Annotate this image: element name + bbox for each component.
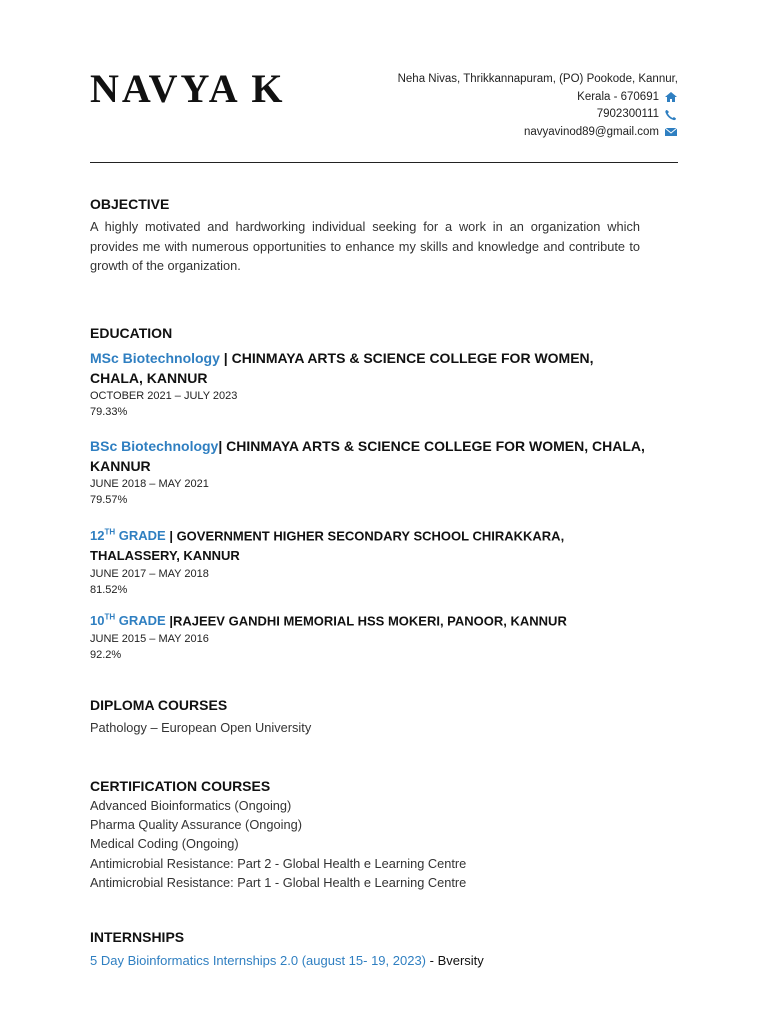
education-item-bsc xyxy=(90,436,650,508)
header-divider xyxy=(90,162,678,163)
contact-block xyxy=(348,71,678,141)
education-dates: JUNE 2017 – MAY 2018 xyxy=(90,568,209,581)
education-dates: OCTOBER 2021 – JULY 2023 xyxy=(90,390,238,402)
education-score: 81.52% xyxy=(90,584,128,597)
phone-line xyxy=(348,106,678,124)
objective-text: A highly motivated and hardworking individual seeking for a work in an organization which provides me with numerous opportunities to enhance my skills and knowledge and contribute to growth of the organization. xyxy=(90,219,640,273)
certification-list xyxy=(90,796,650,892)
email-address[interactable]: navyavinod89@gmail.com xyxy=(523,125,659,138)
diploma-heading: DIPLOMA COURSES xyxy=(90,697,228,713)
education-item-msc xyxy=(90,348,650,420)
address-line-1: Neha Nivas, Thrikkannapuram, (PO) Pookode, Kannur, xyxy=(397,73,678,85)
education-score: 79.57% xyxy=(90,494,128,506)
list-item: Antimicrobial Resistance: Part 1 - Global Health e Learning Centre xyxy=(90,874,467,890)
list-item: Advanced Bioinformatics (Ongoing) xyxy=(90,798,292,813)
institution-name: | GOVERNMENT HIGHER SECONDARY SCHOOL CHIRAKKARA, THALASSERY, KANNUR xyxy=(90,528,565,564)
institution-name: | CHINMAYA ARTS & SCIENCE COLLEGE FOR WOMEN, CHALA, KANNUR xyxy=(90,438,645,474)
degree-name: 10TH GRADE xyxy=(90,613,166,629)
email-line xyxy=(348,124,678,142)
institution-name: |RAJEEV GANDHI MEMORIAL HSS MOKERI, PANOOR, KANNUR xyxy=(165,613,567,629)
education-score: 79.33% xyxy=(90,406,128,418)
education-item-10th xyxy=(90,608,650,663)
certification-heading: CERTIFICATION COURSES xyxy=(90,778,271,794)
objective-heading: OBJECTIVE xyxy=(90,196,170,212)
education-score: 92.2% xyxy=(90,649,122,662)
diploma-list xyxy=(90,718,650,737)
list-item: Antimicrobial Resistance: Part 2 - Global Health e Learning Centre xyxy=(90,855,467,871)
address-line-2: Kerala - 670691 xyxy=(348,89,678,107)
internship-name[interactable]: 5 Day Bioinformatics Internships 2.0 (august 15- 19, 2023) xyxy=(90,953,427,968)
education-dates: JUNE 2015 – MAY 2016 xyxy=(90,633,209,646)
internship-org: - Bversity xyxy=(426,953,484,968)
list-item: Pharma Quality Assurance (Ongoing) xyxy=(90,817,302,833)
candidate-name: NAVYA K xyxy=(90,66,286,111)
education-dates: JUNE 2018 – MAY 2021 xyxy=(90,478,209,490)
phone-icon xyxy=(664,109,678,121)
phone-number[interactable]: 7902300111 xyxy=(596,108,659,120)
degree-name: MSc Biotechnology xyxy=(90,350,220,366)
degree-name: BSc Biotechnology xyxy=(90,438,219,454)
education-item-12th xyxy=(90,523,650,598)
education-heading: EDUCATION xyxy=(90,325,173,341)
envelope-icon xyxy=(664,126,678,138)
internships-heading: INTERNSHIPS xyxy=(90,929,185,945)
internship-item xyxy=(90,951,650,970)
list-item: Medical Coding (Ongoing) xyxy=(90,836,239,852)
degree-name: 12TH GRADE xyxy=(90,528,166,544)
list-item: Pathology – European Open University xyxy=(90,720,312,735)
institution-name: | CHINMAYA ARTS & SCIENCE COLLEGE FOR WOMEN, CHALA, KANNUR xyxy=(90,350,594,386)
home-icon xyxy=(664,91,678,103)
